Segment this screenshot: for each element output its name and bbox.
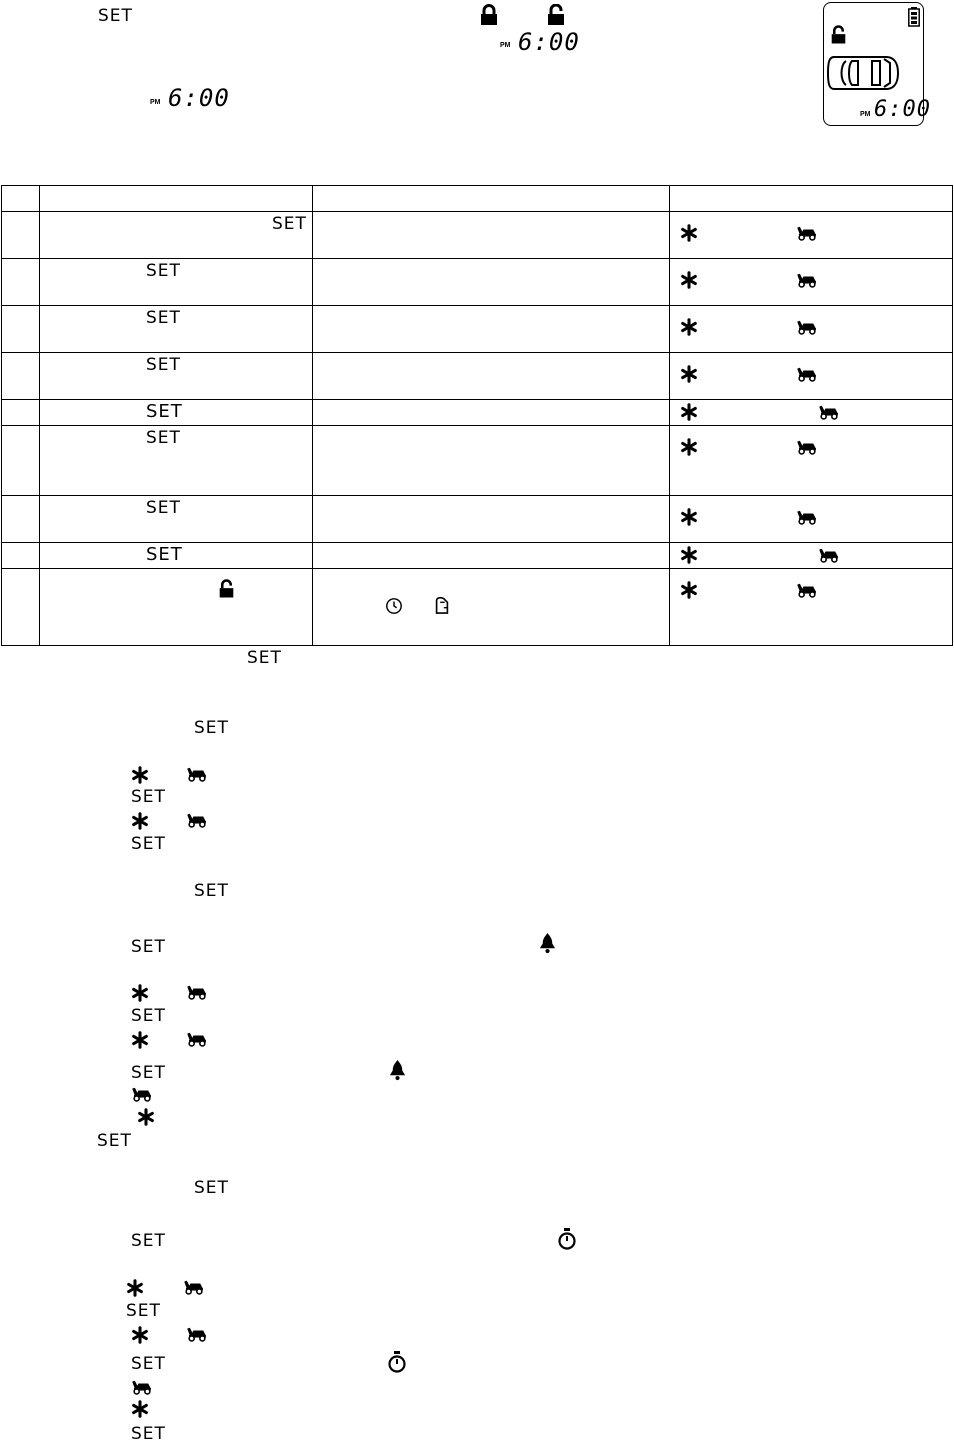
clock-time: 6:00	[518, 28, 580, 56]
car-door-icon	[433, 595, 451, 615]
car-top-view-icon	[826, 53, 900, 93]
asterisk-icon	[131, 1031, 149, 1049]
set-label: SET	[131, 937, 166, 957]
asterisk-icon	[131, 766, 149, 784]
set-label: SET	[131, 1354, 166, 1374]
asterisk-icon	[680, 508, 698, 526]
table-row	[2, 426, 953, 496]
set-label: SET	[146, 498, 181, 518]
table-header-row	[2, 186, 953, 212]
car-hood-icon	[796, 439, 818, 455]
car-hood-icon	[796, 366, 818, 382]
car-hood-icon	[131, 1086, 153, 1102]
asterisk-icon	[680, 224, 698, 242]
set-label: SET	[146, 544, 183, 565]
unlock-icon	[218, 579, 235, 599]
asterisk-icon	[680, 365, 698, 383]
set-label: SET	[131, 1231, 166, 1251]
table-header-cell	[40, 186, 313, 212]
asterisk-icon	[131, 1400, 149, 1418]
asterisk-icon	[680, 318, 698, 336]
asterisk-icon	[131, 812, 149, 830]
lcd-display-panel	[823, 2, 931, 126]
clock-meridiem: PM	[150, 99, 161, 106]
lock-icon	[479, 4, 499, 26]
table-header-cell	[2, 186, 40, 212]
clock-time: 6:00	[874, 97, 931, 122]
set-label: SET	[131, 787, 166, 807]
set-label: SET	[126, 1301, 161, 1321]
asterisk-icon	[131, 1326, 149, 1344]
car-hood-icon	[186, 1326, 208, 1342]
set-label: SET	[131, 1006, 166, 1026]
set-label: SET	[97, 1131, 132, 1151]
settings-table	[1, 185, 953, 646]
table-row	[2, 543, 953, 569]
car-hood-icon	[186, 984, 208, 1000]
unlock-icon	[546, 4, 566, 26]
car-hood-icon	[796, 319, 818, 335]
table-row	[2, 259, 953, 306]
asterisk-icon	[680, 271, 698, 289]
table-row	[2, 353, 953, 400]
asterisk-icon	[137, 1108, 155, 1126]
car-hood-icon	[186, 766, 208, 782]
set-label: SET	[194, 718, 229, 738]
set-label: SET	[146, 355, 181, 375]
set-label: SET	[146, 401, 183, 422]
set-label: SET	[272, 214, 307, 234]
clock-time: 6:00	[168, 84, 230, 112]
car-hood-icon	[131, 1379, 153, 1395]
asterisk-icon	[131, 984, 149, 1002]
bell-icon	[538, 931, 557, 954]
car-hood-icon	[818, 547, 840, 563]
set-label: SET	[146, 261, 181, 281]
set-label: SET	[146, 428, 181, 448]
set-label: SET	[131, 834, 166, 854]
clock-meridiem: PM	[860, 111, 871, 118]
unlock-icon	[830, 25, 847, 45]
asterisk-icon	[680, 403, 698, 421]
table-row	[2, 400, 953, 426]
car-hood-icon	[183, 1279, 205, 1295]
asterisk-icon	[680, 546, 698, 564]
stopwatch-icon	[387, 1350, 407, 1374]
bell-icon	[388, 1058, 407, 1081]
car-hood-icon	[796, 225, 818, 241]
asterisk-icon	[680, 581, 698, 599]
car-hood-icon	[186, 812, 208, 828]
clock-icon	[385, 597, 403, 615]
table-row	[2, 212, 953, 259]
table-row	[2, 306, 953, 353]
asterisk-icon	[680, 438, 698, 456]
car-hood-icon	[796, 582, 818, 598]
table-header-cell	[313, 186, 670, 212]
set-label: SET	[247, 648, 282, 668]
asterisk-icon	[126, 1279, 144, 1297]
table-header-cell	[670, 186, 953, 212]
set-label: SET	[194, 1178, 229, 1198]
car-hood-icon	[818, 404, 840, 420]
set-label: SET	[194, 881, 229, 901]
set-label: SET	[98, 6, 133, 26]
stopwatch-icon	[557, 1227, 577, 1251]
set-label: SET	[146, 308, 181, 328]
table-row	[2, 496, 953, 543]
car-hood-icon	[186, 1031, 208, 1047]
car-hood-icon	[796, 509, 818, 525]
set-label: SET	[131, 1063, 166, 1083]
car-hood-icon	[796, 272, 818, 288]
battery-icon	[908, 7, 920, 27]
clock-meridiem: PM	[500, 42, 511, 49]
set-label: SET	[131, 1424, 166, 1444]
table-row	[2, 569, 953, 646]
